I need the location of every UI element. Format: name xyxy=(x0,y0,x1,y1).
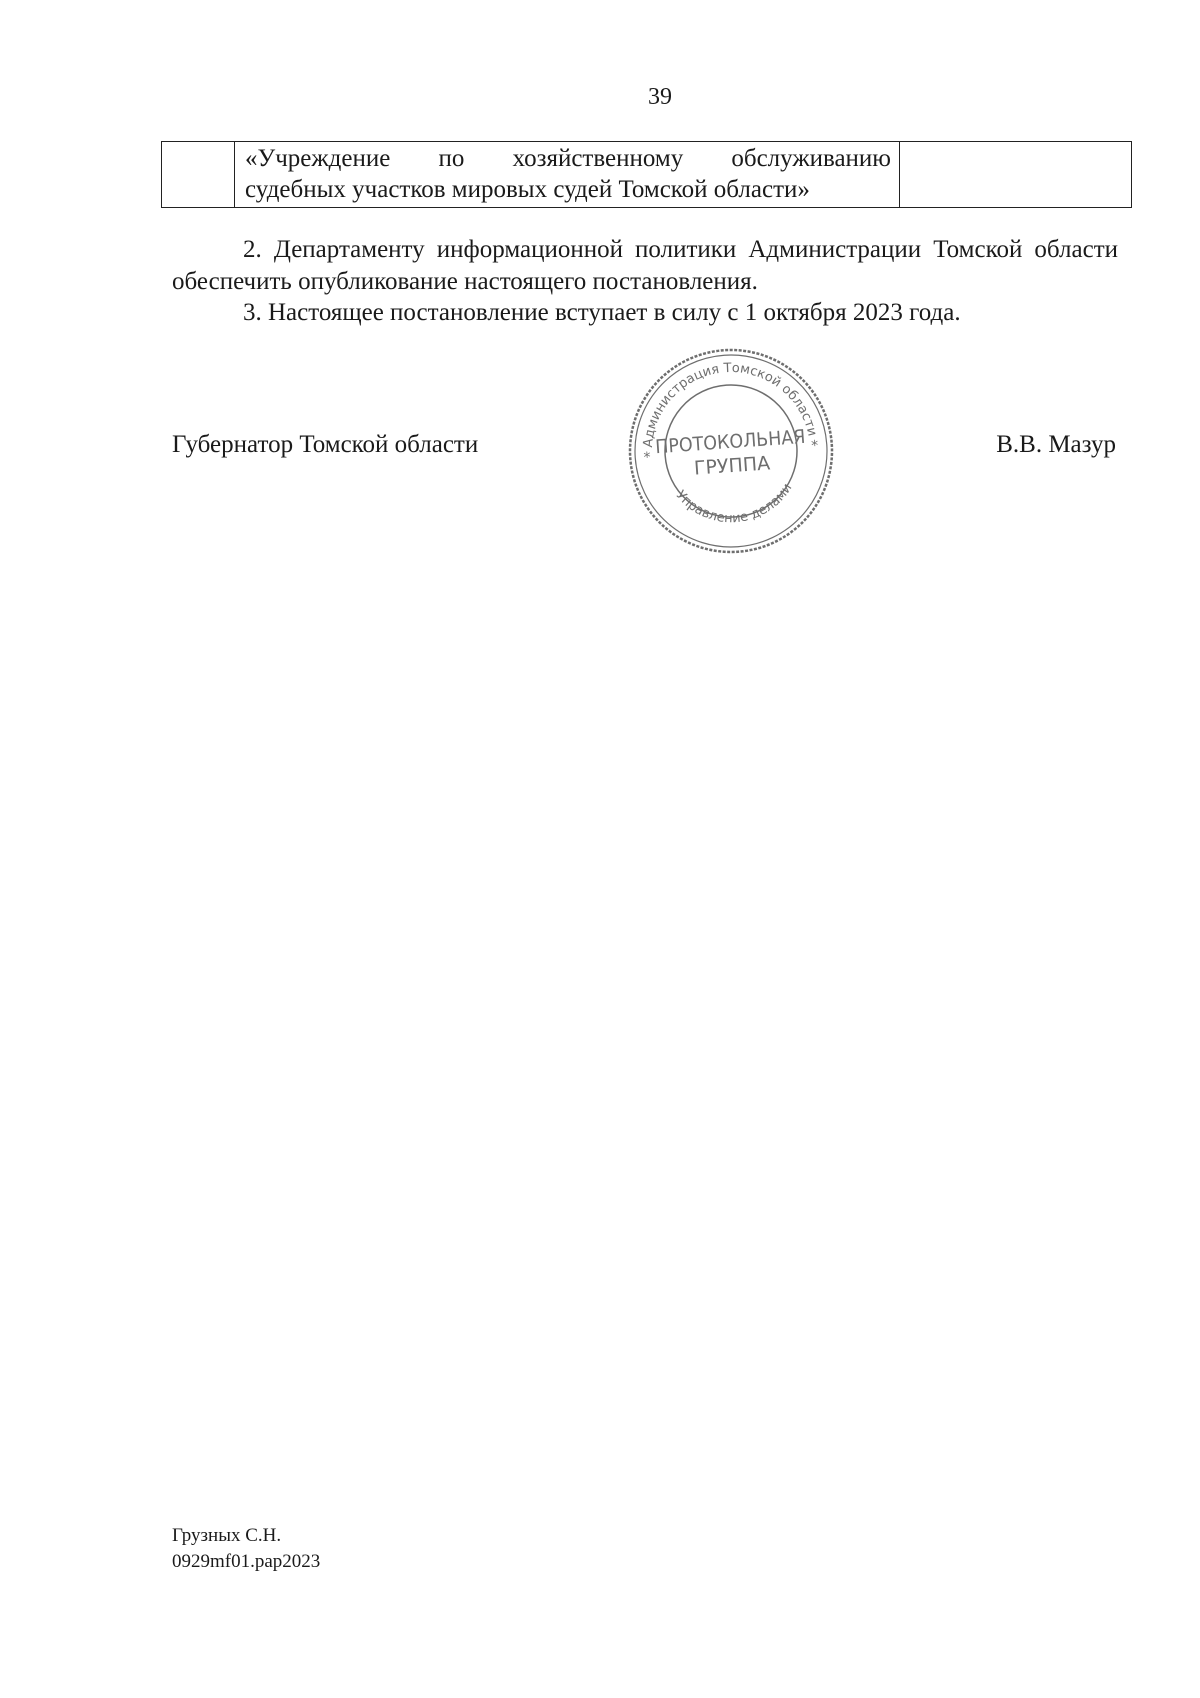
paragraph-publication: 2. Департаменту информационной политики Администрации Томской области обеспечить опубликование настоящего постановления. xyxy=(172,236,1118,295)
official-seal-stamp xyxy=(626,346,836,556)
seal-bottom-text: Управление делами xyxy=(672,480,796,527)
seal-center-line2: ГРУППА xyxy=(693,452,771,480)
body-text xyxy=(172,234,1118,329)
footer-file-code: 0929mf01.pap2023 xyxy=(172,1551,321,1572)
paragraph-effective-date: 3. Настоящее постановление вступает в силу с 1 октября 2023 года. xyxy=(243,299,961,326)
name-line-justified xyxy=(245,143,891,174)
name-word: по xyxy=(438,145,465,172)
name-word: хозяйственному xyxy=(512,145,684,172)
table-cell-extra xyxy=(900,142,1132,208)
name-word: обслуживанию xyxy=(731,145,891,172)
seal-outer-text: Администрация Томской области xyxy=(640,360,820,449)
name-line-last: судебных участков мировых судей Томской области» xyxy=(245,176,810,203)
seal-star-right-icon: * xyxy=(810,437,819,455)
table-row xyxy=(162,142,1132,208)
page-number: 39 xyxy=(648,84,672,110)
signatory-name: В.В. Мазур xyxy=(996,431,1116,458)
seal-star-left-icon: * xyxy=(643,449,652,467)
name-word: «Учреждение xyxy=(245,145,391,172)
seal-center-line1: ПРОТОКОЛЬНАЯ xyxy=(654,426,807,459)
footer-author: Грузных С.Н. xyxy=(172,1525,282,1546)
footer-meta xyxy=(172,1523,320,1575)
signatory-title: Губернатор Томской области xyxy=(172,431,479,458)
table-cell-name xyxy=(235,142,900,208)
continuation-table xyxy=(161,141,1132,208)
table-cell-number xyxy=(162,142,235,208)
